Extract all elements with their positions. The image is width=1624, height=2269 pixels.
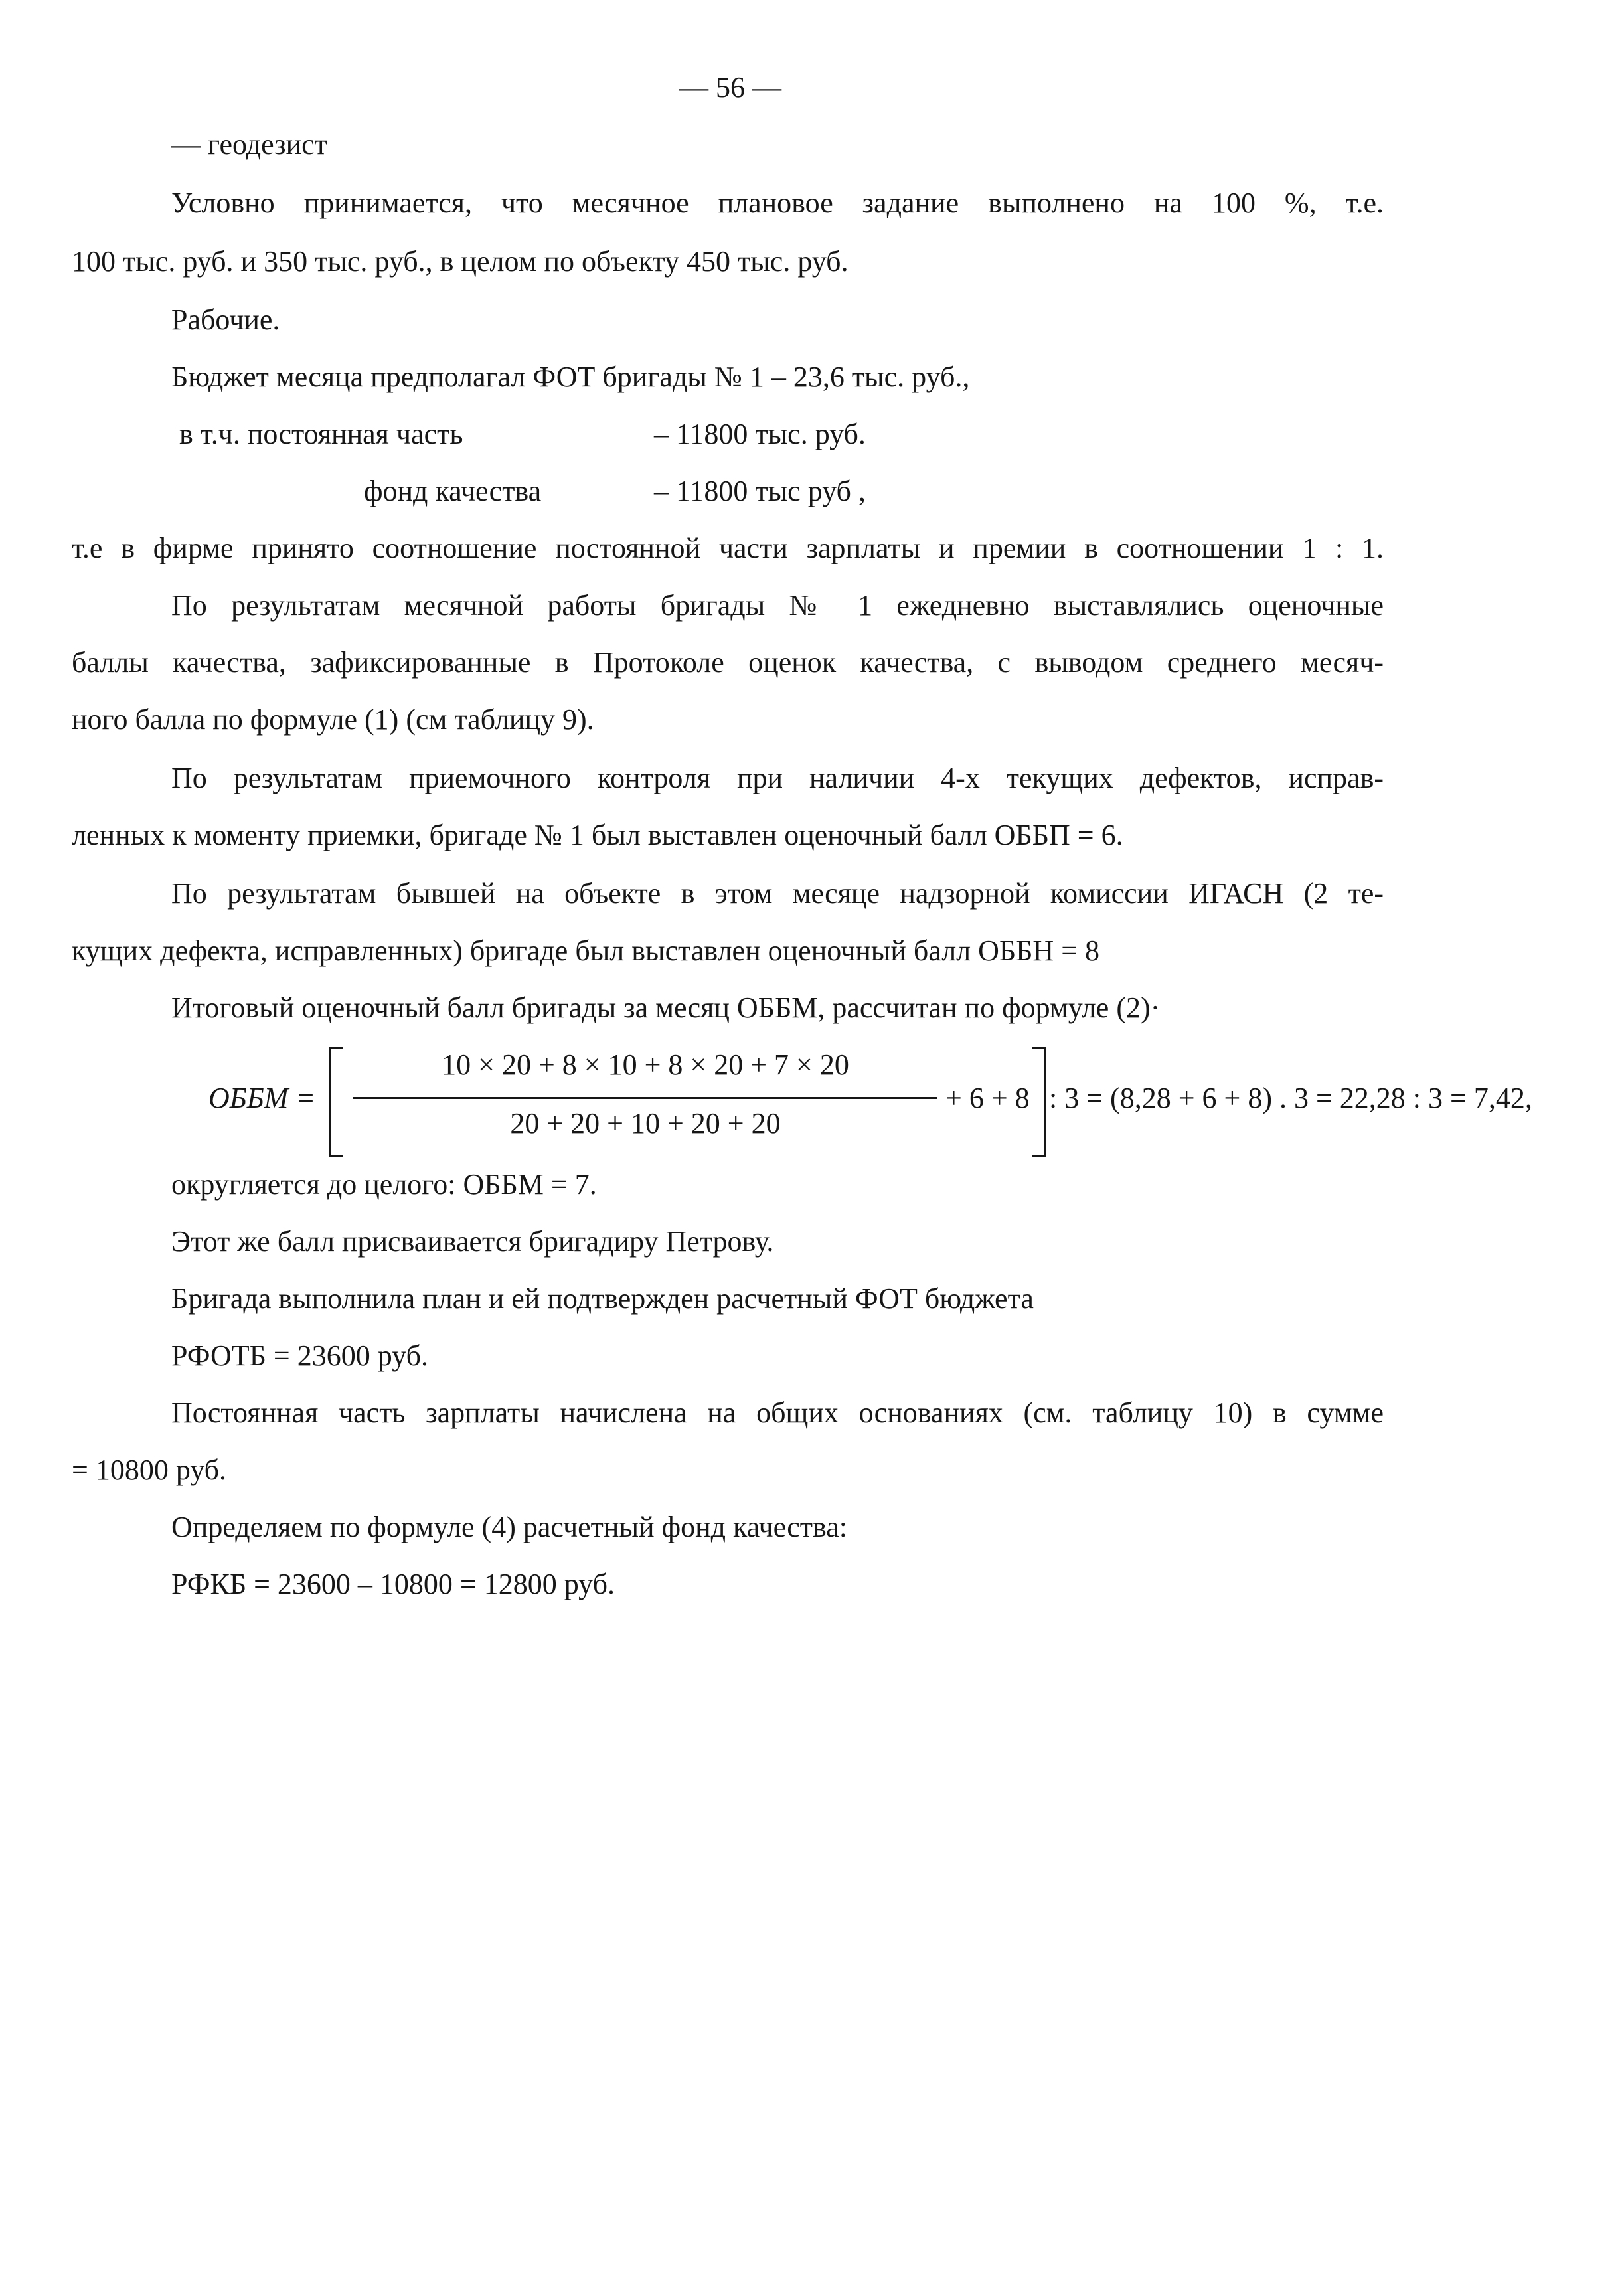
paragraph-acceptance-line-2: ленных к моменту приемки, бригаде № 1 был выставлен оценочный балл ОББП = 6.	[72, 819, 1123, 851]
fixed-part-line-1: Постоянная часть зарплаты начислена на общих основаниях (см. таблицу 10) в сумме	[171, 1396, 1384, 1429]
plan-fulfilled-line: Бригада выполнила план и ей подтвержден расчетный ФОТ бюджета	[171, 1282, 1034, 1315]
rfotb-line: РФОТБ = 23600 руб.	[171, 1339, 428, 1372]
formula-numerator: 10 × 20 + 8 × 10 + 8 × 20 + 7 × 20	[442, 1049, 849, 1081]
budget-quality-fund-value: – 11800 тыс руб ,	[654, 475, 866, 507]
budget-fixed-part-value: – 11800 тыс. руб.	[654, 418, 866, 450]
quality-fund-intro: Определяем по формуле (4) расчетный фонд качества:	[171, 1511, 847, 1543]
formula-fraction-bar	[353, 1097, 937, 1099]
paragraph-acceptance-line-1: По результатам приемочного контроля при наличии 4-х текущих дефектов, исправ-	[171, 762, 1384, 794]
budget-quality-fund-label: фонд качества	[364, 475, 542, 507]
paragraph-daily-scores-line-3: ного балла по формуле (1) (см таблицу 9).	[72, 703, 594, 736]
budget-line: Бюджет месяца предполагал ФОТ бригады № 1 – 23,6 тыс. руб.,	[171, 361, 970, 393]
paragraph-daily-scores-line-2: баллы качества, зафиксированные в Протоколе оценок качества, с выводом среднего месяч-	[72, 646, 1384, 679]
obbm-formula	[199, 1043, 1532, 1162]
rfkb-line: РФКБ = 23600 – 10800 = 12800 руб.	[171, 1568, 615, 1600]
formula-rhs: : 3 = (8,28 + 6 + 8) . 3 = 22,28 : 3 = 7,42,	[1049, 1082, 1532, 1114]
formula-inner-tail: + 6 + 8	[945, 1082, 1030, 1114]
formula-lhs: ОББМ =	[208, 1082, 316, 1114]
paragraph-inspection-line-1: По результатам бывшей на объекте в этом месяце надзорной комиссии ИГАСН (2 те-	[171, 877, 1384, 910]
rounding-line: округляется до целого: ОББМ = 7.	[171, 1168, 597, 1201]
foreman-score-line: Этот же балл присваивается бригадиру Петрову.	[171, 1225, 774, 1258]
final-score-intro: Итоговый оценочный балл бригады за месяц ОББМ, рассчитан по формуле (2)·	[171, 991, 1161, 1024]
formula-left-bracket	[329, 1047, 343, 1157]
text-line-geodesist: — геодезист	[171, 128, 327, 161]
formula-right-bracket	[1032, 1047, 1046, 1157]
fixed-part-line-2: = 10800 руб.	[72, 1454, 227, 1486]
ratio-line: т.е в фирме принято соотношение постоянной части зарплаты и премии в соотношении 1 : 1.	[72, 532, 1384, 564]
heading-workers: Рабочие.	[171, 303, 280, 336]
paragraph-daily-scores-line-1: По результатам месячной работы бригады № 1 ежедневно выставлялись оценочные	[171, 589, 1384, 622]
page-number: — 56 —	[679, 71, 781, 104]
budget-fixed-part-label: в т.ч. постоянная часть	[179, 418, 463, 450]
paragraph-inspection-line-2: кущих дефекта, исправленных) бригаде был выставлен оценочный балл ОББН = 8	[72, 934, 1100, 967]
paragraph-plan-line-2: 100 тыс. руб. и 350 тыс. руб., в целом по объекту 450 тыс. руб.	[72, 245, 849, 278]
paragraph-plan-line-1: Условно принимается, что месячное плановое задание выполнено на 100 %, т.е.	[171, 187, 1384, 219]
formula-denominator: 20 + 20 + 10 + 20 + 20	[510, 1107, 781, 1139]
